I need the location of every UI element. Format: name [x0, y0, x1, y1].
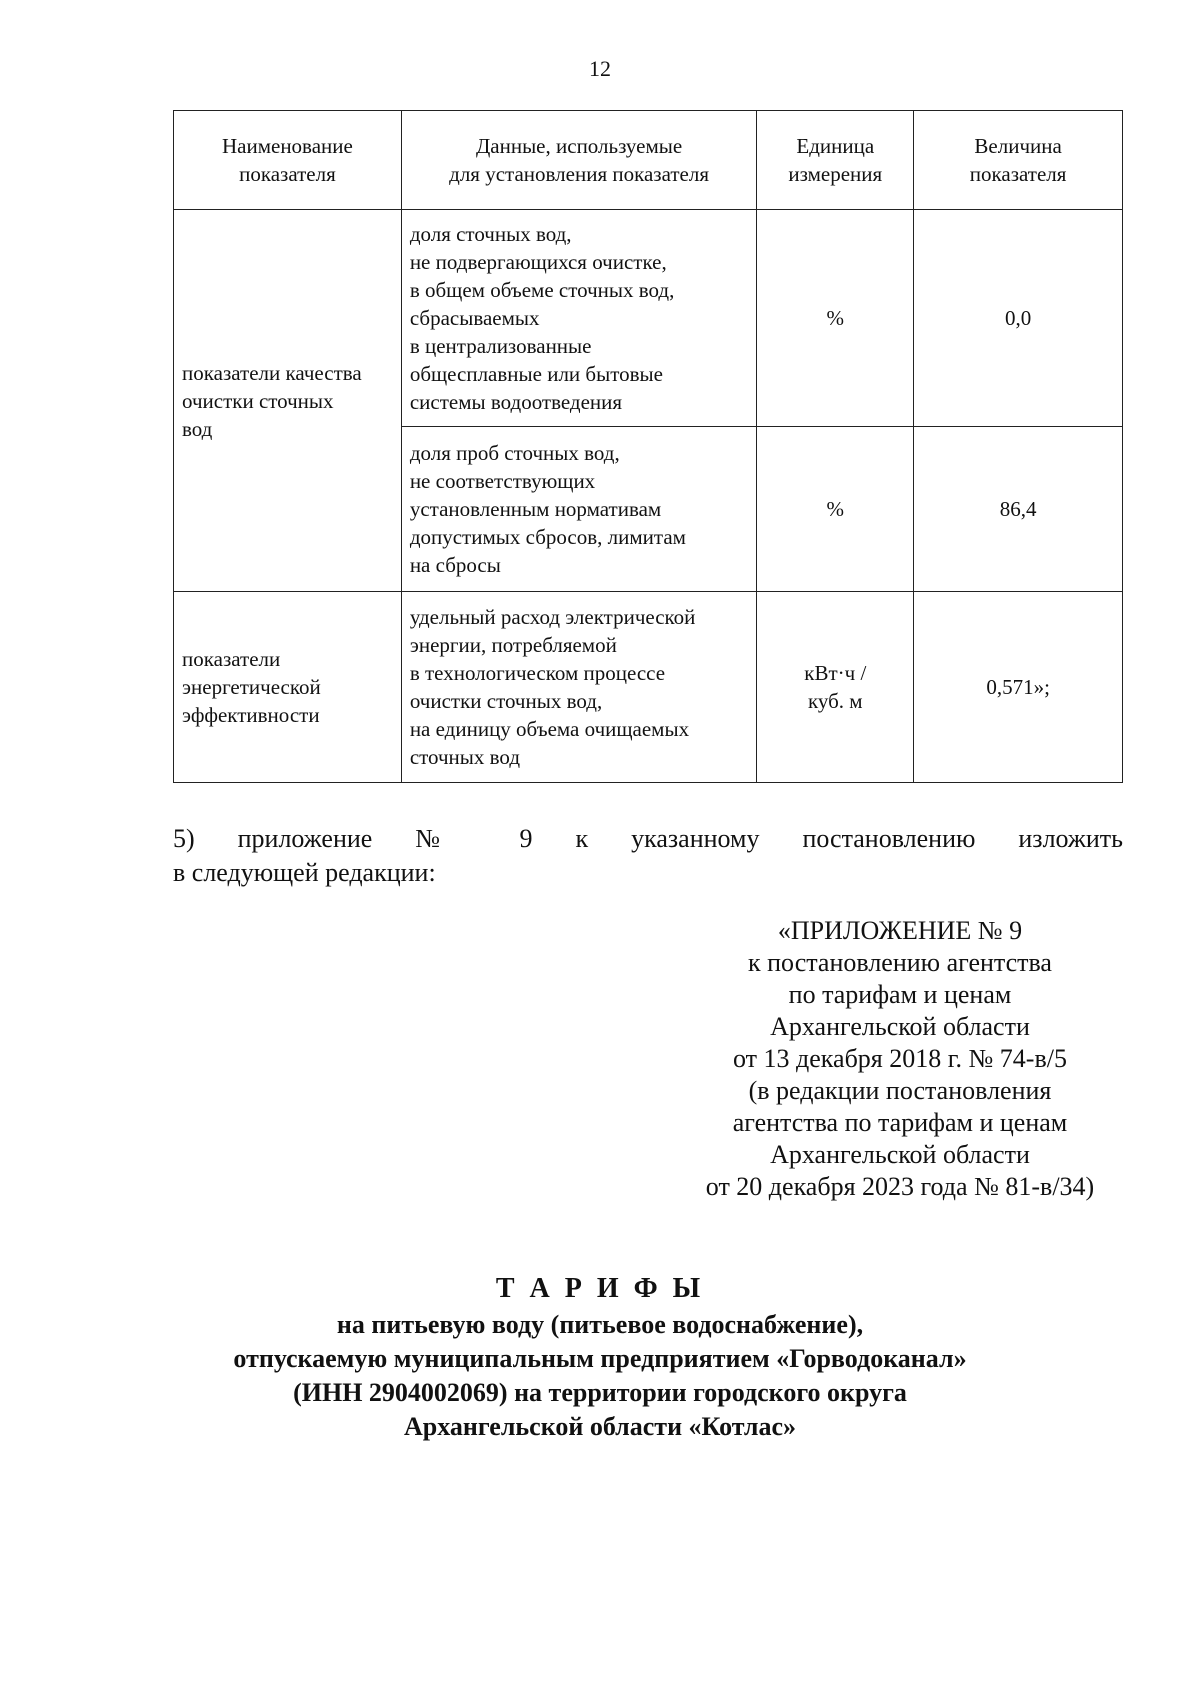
- cell-line: не подвергающихся очистке,: [409, 250, 667, 274]
- cell-line: %: [826, 497, 845, 521]
- indicator-value: 0,0: [914, 210, 1123, 427]
- appendix-line: «ПРИЛОЖЕНИЕ № 9: [777, 916, 1023, 945]
- tariffs-heading: Т А Р И Ф Ы: [495, 1273, 705, 1304]
- indicator-group-name: [174, 592, 402, 783]
- paragraph-line: в следующей редакции:: [173, 858, 436, 887]
- cell-line: эффективности: [182, 703, 320, 727]
- appendix-line: Архангельской области: [770, 1140, 1030, 1169]
- header-line: Единица: [796, 134, 875, 158]
- appendix-line: Архангельской области: [770, 1012, 1030, 1041]
- table-header-row: [174, 111, 1123, 210]
- header-name: [174, 111, 402, 210]
- appendix-line: (в редакции постановления: [748, 1076, 1052, 1105]
- appendix-line: к постановлению агентства: [748, 948, 1052, 977]
- cell-line: показатели: [182, 647, 281, 671]
- cell-line: очистки сточных: [182, 388, 334, 413]
- header-line: Наименование: [221, 134, 353, 158]
- amendment-paragraph: [173, 822, 1123, 890]
- cell-line: на сбросы: [409, 553, 501, 577]
- table-row: [174, 210, 1123, 427]
- cell-line: в централизованные: [409, 334, 592, 358]
- header-line: измерения: [788, 162, 883, 186]
- indicator-data: [401, 210, 757, 427]
- cell-line: сточных вод: [409, 745, 521, 769]
- tariffs-line: на питьевую воду (питьевое водоснабжение),: [336, 1310, 864, 1339]
- cell-line: допустимых сбросов, лимитам: [409, 525, 686, 549]
- header-data: [401, 111, 757, 210]
- cell-line: доля проб сточных вод,: [409, 441, 620, 465]
- appendix-line: по тарифам и ценам: [788, 980, 1012, 1009]
- appendix-line: от 13 декабря 2018 г. № 74-в/5: [733, 1044, 1067, 1073]
- cell-line: удельный расход электрической: [409, 605, 696, 629]
- tariffs-line: (ИНН 2904002069) на территории городского округа: [293, 1378, 907, 1407]
- header-line: показателя: [969, 162, 1067, 186]
- cell-line: не соответствующих: [409, 469, 596, 493]
- paragraph-line: 5) приложение № 9 к указанному постановлению изложить: [173, 824, 1123, 853]
- header-unit: [757, 111, 914, 210]
- page-number: 12: [589, 56, 611, 81]
- indicator-unit: [757, 210, 914, 427]
- appendix-block: [650, 915, 1150, 1203]
- indicator-group-name: [174, 210, 402, 592]
- cell-line: в общем объеме сточных вод,: [409, 278, 675, 302]
- tariffs-line: отпускаемую муниципальным предприятием «Горводоканал»: [233, 1344, 967, 1373]
- cell-line: показатели качества: [182, 360, 362, 385]
- table-row: [174, 592, 1123, 783]
- indicator-unit: [757, 592, 914, 783]
- indicator-data: [401, 427, 757, 592]
- tariffs-line: Архангельской области «Котлас»: [403, 1412, 797, 1441]
- header-line: Данные, используемые: [475, 134, 683, 158]
- cell-line: на единицу объема очищаемых: [409, 717, 690, 741]
- cell-line: сбрасываемых: [409, 306, 540, 330]
- cell-line: %: [826, 306, 845, 330]
- cell-line: энергии, потребляемой: [409, 633, 617, 657]
- cell-line: системы водоотведения: [409, 390, 623, 414]
- cell-line: кВт·ч /: [804, 661, 867, 685]
- cell-line: энергетической: [182, 675, 321, 699]
- indicators-table: [173, 110, 1123, 783]
- indicator-value: 86,4: [914, 427, 1123, 592]
- header-line: для установления показателя: [449, 162, 710, 186]
- appendix-line: от 20 декабря 2023 года № 81-в/34): [705, 1172, 1095, 1201]
- indicator-value: 0,571»;: [914, 592, 1123, 783]
- cell-line: в технологическом процессе: [409, 661, 666, 685]
- cell-line: доля сточных вод,: [409, 222, 572, 246]
- indicator-data: [401, 592, 757, 783]
- header-line: Величина: [974, 134, 1062, 158]
- appendix-line: агентства по тарифам и ценам: [732, 1108, 1068, 1137]
- cell-line: очистки сточных вод,: [409, 689, 603, 713]
- indicator-unit: [757, 427, 914, 592]
- header-value: [914, 111, 1123, 210]
- cell-line: общесплавные или бытовые: [409, 362, 663, 386]
- tariffs-title-block: [0, 1272, 1200, 1444]
- cell-line: вод: [182, 416, 213, 441]
- header-line: показателя: [239, 162, 336, 186]
- cell-line: куб. м: [807, 689, 863, 713]
- cell-line: установленным нормативам: [409, 497, 662, 521]
